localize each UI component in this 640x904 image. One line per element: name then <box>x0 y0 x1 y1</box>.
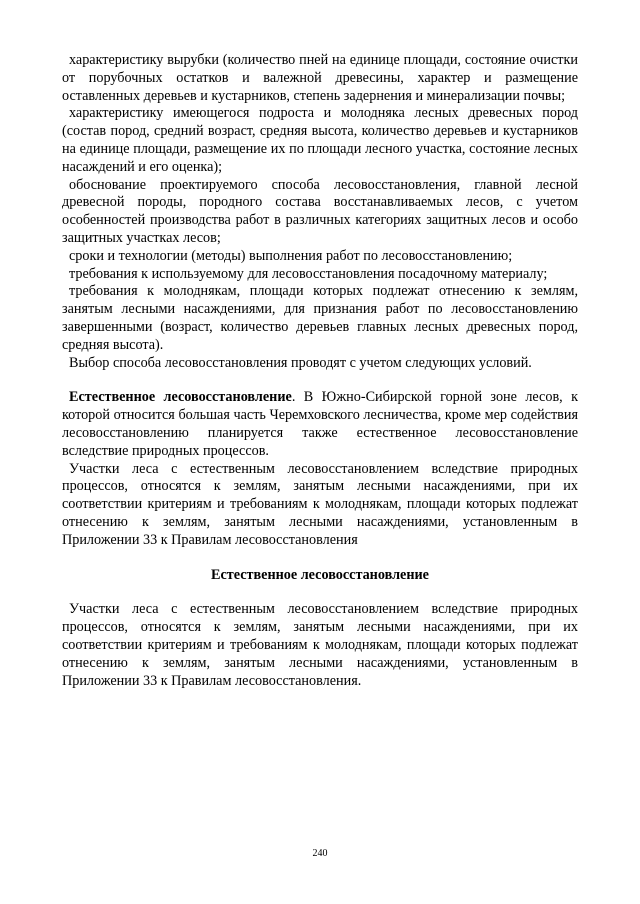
page-number: 240 <box>312 848 328 859</box>
paragraph-method-justification: обоснование проектируемого способа лесовосстановления, главной лесной древесной породы, породного состава восстанавливаемых лесов, с учетом особенностей производства работ в различных категориях защитных лесов и особо защитных участках лесов; <box>62 176 578 246</box>
bold-term: Естественное лесовосстановление <box>69 389 292 406</box>
spacer <box>62 550 578 567</box>
spacer <box>62 584 578 601</box>
paragraph-method-selection: Выбор способа лесовосстановления проводят с учетом следующих условий. <box>69 354 532 371</box>
paragraph-natural-regeneration-intro <box>62 389 578 460</box>
paragraph-young-stand-requirements: требования к молоднякам, площади которых подлежат отнесению к землям, занятым лесными насаждениями, для признания работ по лесовосстановлению завершенными (возраст, количество деревьев главных лесных древесных пород, средняя высота). <box>62 283 578 353</box>
paragraph-undergrowth-characteristics: характеристику имеющегося подроста и молодняка лесных древесных пород (состав пород, средний возраст, средняя высота, количество деревьев и кустарников на единице площади, размещение их по площади лесного участка, состояние лесных насаждений и его оценка); <box>62 105 578 175</box>
paragraph-natural-regeneration-plots-repeat: Участки леса с естественным лесовосстановлением вследствие природных процессов, относятся к землям, занятым лесными насаждениями, при их соответствии критериям и требованиям к молоднякам, площади которых подлежат отнесению к землям, занятым лесными насаждениями, установленным в Приложении 33 к Правилам лесовосстановления. <box>62 601 578 689</box>
paragraph-planting-material: требования к используемому для лесовосстановления посадочному материалу; <box>69 265 548 282</box>
paragraph-cutting-characteristics: характеристику вырубки (количество пней на единице площади, состояние очистки от порубочных остатков и валежной древесины, характер и размещение оставленных деревьев и кустарников, степень задернения и минерализации почвы; <box>62 52 578 104</box>
section-heading: Естественное лесовосстановление <box>211 566 429 583</box>
spacer <box>62 372 578 389</box>
paragraph-terms-technologies: сроки и технологии (методы) выполнения работ по лесовосстановлению; <box>69 247 513 264</box>
intro-text: . В Южно-Сибирской горной зоне лесов, к которой относится большая часть Черемховского лесничества, кроме мер содействия лесовосстановлению планируется также естественное лесовосстановление вследствие природных процессов. <box>62 389 578 459</box>
document-page <box>62 52 578 690</box>
paragraph-natural-regeneration-plots: Участки леса с естественным лесовосстановлением вследствие природных процессов, относятся к землям, занятым лесными насаждениями, при их соответствии критериям и требованиям к молоднякам, площади которых подлежат отнесению к землям, занятым лесными насаждениями, установленным в Приложении 33 к Правилам лесовосстановления <box>62 460 578 548</box>
